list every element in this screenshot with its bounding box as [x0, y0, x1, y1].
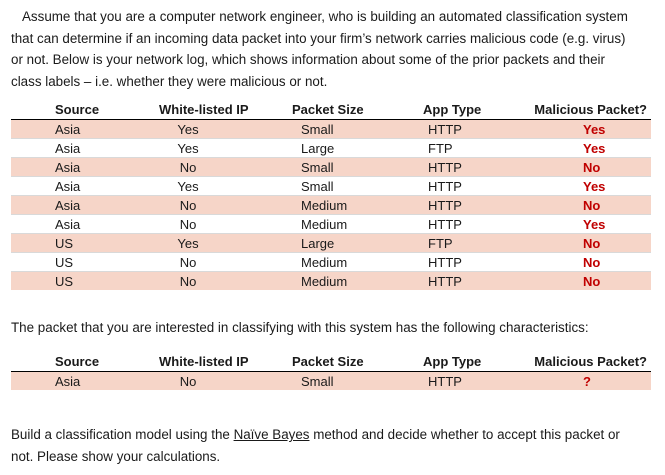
cell-malicious: No: [523, 272, 651, 291]
header-malicious-packet: Malicious Packet?: [523, 100, 651, 120]
cell-packet-size: Small: [267, 177, 395, 196]
cell-white-listed-ip: No: [139, 215, 267, 234]
header-source: Source: [11, 352, 139, 372]
cell-source: Asia: [11, 158, 139, 177]
cell-packet-size: Medium: [267, 196, 395, 215]
query-packet-table: [11, 352, 651, 390]
table-row: [11, 272, 651, 291]
cell-app-type: FTP: [395, 234, 523, 253]
header-app-type: App Type: [395, 352, 523, 372]
cell-malicious: No: [523, 158, 651, 177]
cell-malicious: Yes: [523, 215, 651, 234]
cell-packet-size: Medium: [267, 253, 395, 272]
cell-white-listed-ip: No: [139, 272, 267, 291]
header-packet-size: Packet Size: [267, 352, 395, 372]
cell-source: Asia: [11, 372, 139, 391]
cell-malicious: Yes: [523, 139, 651, 158]
cell-white-listed-ip: No: [139, 158, 267, 177]
cell-white-listed-ip: Yes: [139, 139, 267, 158]
cell-source: US: [11, 272, 139, 291]
cell-source: US: [11, 234, 139, 253]
cell-white-listed-ip: No: [139, 196, 267, 215]
intro-line-4: class labels – i.e. whether they were malicious or not.: [11, 73, 328, 89]
cell-packet-size: Small: [267, 158, 395, 177]
header-app-type: App Type: [395, 100, 523, 120]
cell-app-type: HTTP: [395, 120, 523, 139]
table-row: [11, 253, 651, 272]
table-row: [11, 158, 651, 177]
header-source: Source: [11, 100, 139, 120]
cell-malicious: No: [523, 234, 651, 253]
cell-malicious: No: [523, 196, 651, 215]
cell-malicious: Yes: [523, 120, 651, 139]
cell-packet-size: Medium: [267, 215, 395, 234]
cell-packet-size: Medium: [267, 272, 395, 291]
cell-white-listed-ip: Yes: [139, 234, 267, 253]
task-text-before: Build a classification model using the: [11, 427, 234, 442]
cell-malicious: Yes: [523, 177, 651, 196]
header-white-listed-ip: White-listed IP: [139, 100, 267, 120]
query-description: The packet that you are interested in classifying with this system has the following characteristics:: [11, 320, 589, 335]
table-row: [11, 139, 651, 158]
task-instruction: [11, 424, 657, 467]
cell-app-type: HTTP: [395, 272, 523, 291]
table-row: [11, 234, 651, 253]
cell-source: Asia: [11, 196, 139, 215]
cell-source: US: [11, 253, 139, 272]
table-row: [11, 196, 651, 215]
cell-packet-size: Small: [267, 372, 395, 391]
query-row: [11, 372, 651, 391]
cell-malicious-unknown: ?: [523, 372, 651, 391]
cell-app-type: HTTP: [395, 196, 523, 215]
task-line-2: not. Please show your calculations.: [11, 448, 221, 464]
cell-app-type: HTTP: [395, 253, 523, 272]
table-row: [11, 215, 651, 234]
cell-app-type: HTTP: [395, 372, 523, 391]
cell-white-listed-ip: Yes: [139, 177, 267, 196]
task-line-1: [11, 424, 657, 446]
cell-white-listed-ip: No: [139, 372, 267, 391]
cell-malicious: No: [523, 253, 651, 272]
task-text-after: method and decide whether to accept this packet or: [309, 427, 620, 442]
table-row: [11, 177, 651, 196]
table-row: [11, 120, 651, 139]
intro-line-1: Assume that you are a computer network engineer, who is building an automated classification system: [22, 9, 628, 24]
cell-app-type: HTTP: [395, 177, 523, 196]
cell-app-type: FTP: [395, 139, 523, 158]
cell-source: Asia: [11, 177, 139, 196]
header-packet-size: Packet Size: [267, 100, 395, 120]
cell-source: Asia: [11, 215, 139, 234]
cell-packet-size: Large: [267, 139, 395, 158]
header-malicious-packet: Malicious Packet?: [523, 352, 651, 372]
intro-line-3: or not. Below is your network log, which shows information about some of the prior packets and their: [11, 52, 605, 67]
cell-packet-size: Large: [267, 234, 395, 253]
log-header-row: [11, 100, 651, 120]
naive-bayes-term: Naïve Bayes: [233, 427, 310, 442]
cell-packet-size: Small: [267, 120, 395, 139]
cell-source: Asia: [11, 139, 139, 158]
network-log-table: [11, 100, 651, 290]
cell-app-type: HTTP: [395, 158, 523, 177]
cell-app-type: HTTP: [395, 215, 523, 234]
cell-white-listed-ip: No: [139, 253, 267, 272]
cell-source: Asia: [11, 120, 139, 139]
intro-paragraph: [11, 6, 657, 92]
query-header-row: [11, 352, 651, 372]
cell-white-listed-ip: Yes: [139, 120, 267, 139]
intro-line-2: that can determine if an incoming data packet into your firm’s network carries malicious code (e.g. virus): [11, 30, 626, 46]
header-white-listed-ip: White-listed IP: [139, 352, 267, 372]
